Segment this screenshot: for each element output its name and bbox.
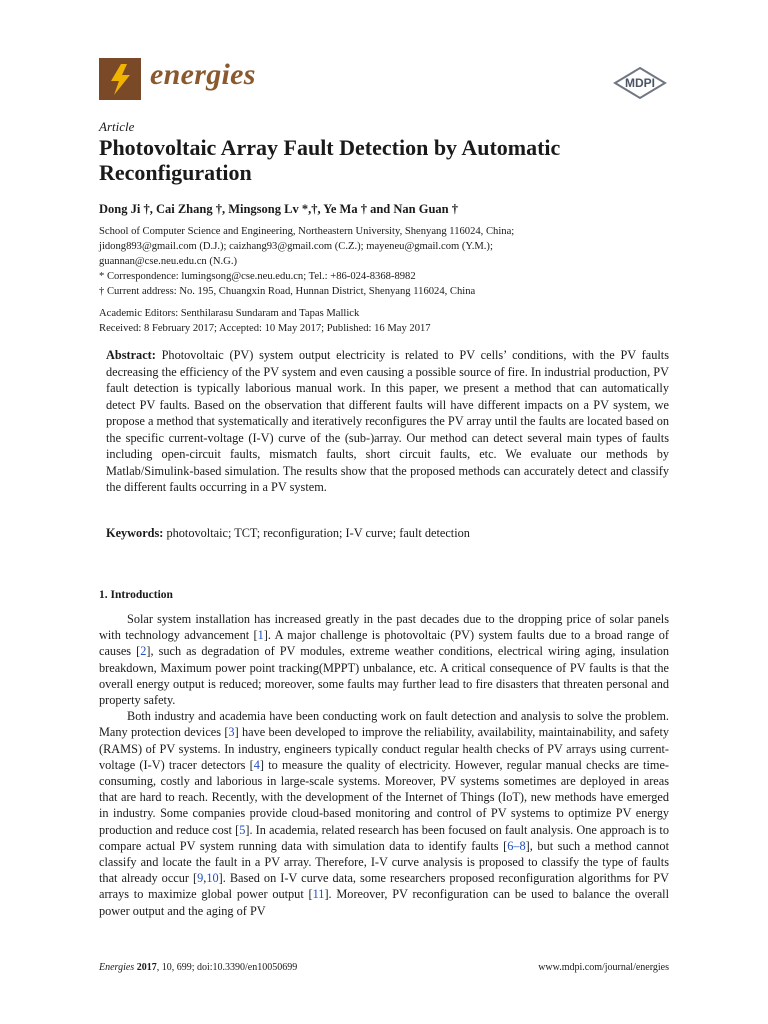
citation-link[interactable]: 2 — [140, 644, 147, 659]
body-paragraph — [99, 708, 669, 919]
article-title: Photovoltaic Array Fault Detection by Automatic Reconfiguration — [99, 135, 561, 185]
citation-link[interactable]: 5 — [239, 822, 246, 837]
current-address-line: † Current address: No. 195, Chuangxin Road, Hunnan District, Shenyang 116024, China — [99, 286, 476, 297]
article-type: Article — [99, 119, 135, 134]
footer-doi: , 10, 699; doi:10.3390/en10050699 — [156, 962, 298, 973]
abstract-label: Abstract: — [106, 348, 156, 362]
paragraph-text: ] have been developed to improve the reliability, availability, maintainability, and safety (RAMS) of PV systems. In industry, engineers typically conduct regular health checks of PV arrays using current-voltage (I-V) tracer detectors [ — [99, 725, 670, 772]
footer-year: 2017 — [136, 962, 157, 973]
keywords-text: photovoltaic; TCT; reconfiguration; I-V curve; fault detection — [166, 526, 470, 540]
paragraph-text: ], such as degradation of PV modules, extreme weather conditions, electrical wiring aging, insulation breakdown, Maximum power point tracking(MPPT) unbalance, etc. A critical consequence of PV faults is that the overall energy output is reduced; moreover, some faults may further lead to fire disasters that threaten personal and property safety. — [99, 644, 669, 708]
abstract-text: Photovoltaic (PV) system output electricity is related to PV cells’ conditions, with the PV faults decreasing the efficiency of the PV system and even causing a possible source of fire. In industrial production, PV fault detection is typically laborious manual work. In this paper, we present a method that can automatically detect PV faults. Based on the observation that different faults will have different impacts on a PV system, we propose a method that systematically and iteratively reconfigures the PV array until the faults are located based on the specific current-voltage (I-V) curve of the (sub-)array. Our method can detect several main types of faults including open-circuit faults, mismatch faults, short circuit faults, etc. We evaluate our methods by Matlab/Simulink-based simulation. The results show that the proposed methods can accurately detect and classify the different faults occurring in a PV system. — [106, 348, 670, 494]
affiliation-line: jidong893@gmail.com (D.J.); caizhang93@gmail.com (C.Z.); mayeneu@gmail.com (Y.M.); — [99, 241, 493, 252]
body-text — [99, 611, 669, 919]
paragraph-text: ]. Based on I-V curve data, some researchers proposed reconfiguration algorithms for PV arrays to maximize global power output [ — [99, 871, 669, 902]
affiliations — [99, 224, 689, 299]
paragraph-text: ]. In academia, related research has been focused on fault analysis. One approach is to compare actual PV system running data with simulation data to identify faults [ — [99, 822, 669, 853]
paragraph-text: ], but such a method cannot classify and locate the fault in a PV array. Therefore, I-V curve analysis is proposed to classify the type of faults that already occur [ — [99, 838, 669, 886]
citation-link[interactable]: 10 — [206, 871, 219, 886]
journal-logo-icon — [99, 58, 141, 100]
footer-journal-url[interactable]: www.mdpi.com/journal/energies — [538, 962, 669, 973]
citation-link[interactable]: 4 — [253, 757, 260, 772]
paragraph-text: , — [203, 871, 207, 886]
paragraph-text: ] to measure the quality of electricity. However, regular manual checks are time-consuming, costly and laborious in large-scale systems. Moreover, PV systems sometimes are deployed in areas that are hard to reach. Recently, with the development of the Internet of Things (IoT), new methods have emerged in industry. Some companies provide cloud-based monitoring and control of PV systems to optimize PV energy production and reduce cost [ — [99, 757, 670, 837]
citation-link[interactable]: 9 — [197, 871, 204, 886]
author-list: Dong Ji †, Cai Zhang †, Mingsong Lv *,†, Ye Ma † and Nan Guan † — [99, 202, 458, 216]
publication-dates: Received: 8 February 2017; Accepted: 10 May 2017; Published: 16 May 2017 — [99, 323, 431, 334]
citation-link[interactable]: 3 — [228, 725, 235, 740]
paragraph-text: Both industry and academia have been conducting work on fault detection and analysis to solve the problem. Many protection devices [ — [99, 709, 669, 740]
affiliation-line: School of Computer Science and Engineering, Northeastern University, Shenyang 116024, China; — [99, 226, 515, 237]
paragraph-text: ]. A major challenge is photovoltaic (PV) system faults due to a broad range of causes [ — [99, 628, 669, 659]
citation-link[interactable]: 6–8 — [507, 838, 526, 853]
publisher-name: MDPI — [625, 76, 655, 90]
paragraph-text: ]. Moreover, PV reconfiguration can be used to balance the overall power output and the aging of PV — [99, 887, 669, 918]
citation-link[interactable]: 1 — [257, 628, 264, 643]
body-paragraph — [99, 611, 669, 708]
academic-editors: Academic Editors: Senthilarasu Sundaram and Tapas Mallick — [99, 308, 360, 319]
keywords-label: Keywords: — [106, 526, 164, 540]
keywords — [106, 526, 669, 541]
abstract — [106, 347, 669, 496]
affiliation-line: guannan@cse.neu.edu.cn (N.G.) — [99, 256, 238, 267]
editorial-info — [99, 306, 689, 336]
paragraph-text: Solar system installation has increased greatly in the past decades due to the dropping price of solar panels with technology advancement [ — [99, 612, 669, 643]
correspondence-line: * Correspondence: lumingsong@cse.neu.edu.cn; Tel.: +86-024-8368-8982 — [99, 271, 416, 282]
mdpi-logo[interactable] — [611, 66, 669, 105]
citation-link[interactable]: 11 — [312, 887, 325, 902]
footer-journal: Energies — [99, 962, 135, 973]
journal-name[interactable]: energies — [150, 58, 256, 91]
section-heading: 1. Introduction — [99, 589, 173, 601]
footer-citation — [99, 962, 297, 973]
